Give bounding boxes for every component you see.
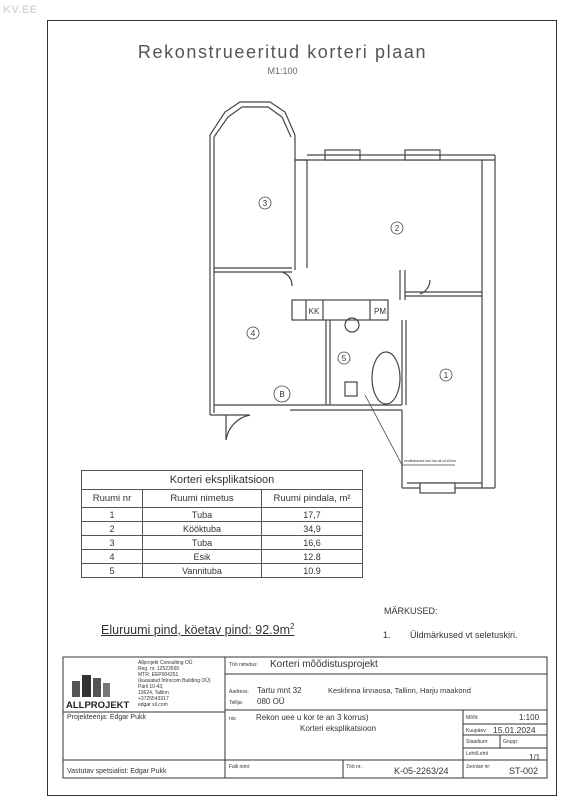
cell-name: Esik [143, 550, 262, 564]
cell-area: 12.8 [262, 550, 363, 564]
joonise-nr-label: Joonise nr: [466, 764, 491, 770]
table-row [82, 522, 363, 536]
joonis-label: nis: [229, 716, 237, 722]
grupp-label: Grupp: [503, 739, 519, 745]
joonis-line2: Korteri eksplikatsioon [300, 724, 377, 733]
door-arc-room4 [226, 415, 250, 440]
cell-area: 34,9 [262, 522, 363, 536]
too-nr-label: Töö nr.: [346, 764, 363, 770]
cell-nr: 1 [82, 508, 143, 522]
allprojekt-logo-graphic [68, 671, 114, 697]
company-details: Allprojekt Consulting OÜ Reg. nr. 12523565 MTR: EEP004251 (kaasatud Introcom Building OÜ) Pärli 10-43, 13624, Tallinn +3725543317 edgar sil.com [138, 660, 211, 708]
table-row [82, 536, 363, 550]
too-value: Korteri mõõdistusprojekt [270, 659, 378, 670]
summary-sup: 2 [290, 622, 295, 631]
cell-nr: 2 [82, 522, 143, 536]
faili-label: Faili nimi: [229, 764, 251, 770]
room-number-5: 5 [341, 354, 347, 363]
plan-title: Rekonstrueeritud korteri plaan [137, 42, 428, 62]
note-number: 1. [383, 630, 391, 640]
vastutav-row: Vastutav spetsialist: Edgar Pukk [67, 768, 167, 775]
cell-area: 16,6 [262, 536, 363, 550]
plan-scale: M1:100 [267, 66, 298, 76]
label-pm: PM [374, 307, 386, 316]
cell-area: 10.9 [262, 564, 363, 578]
aadress-value: Tartu mnt 32 [257, 686, 302, 695]
explication-table [81, 470, 363, 578]
moot-value: 1:100 [519, 713, 540, 722]
label-b: B [279, 390, 285, 399]
tellija-value: 080 OÜ [257, 697, 285, 706]
col-header-name: Ruumi nimetus [143, 490, 262, 508]
moot-label: Mõõt: [466, 715, 479, 721]
toilet [345, 382, 357, 396]
cell-area: 17,7 [262, 508, 363, 522]
cell-name: Tuba [143, 508, 262, 522]
leht-label: Leht/Lehti [466, 751, 488, 757]
col-header-nr: Ruumi nr [82, 490, 143, 508]
table-row [82, 564, 363, 578]
cell-nr: 5 [82, 564, 143, 578]
note-text: Üldmärkused vt seletuskiri. [410, 630, 518, 640]
table-row [82, 508, 363, 522]
kuupaev-value: 15.01.2024 [493, 725, 536, 735]
allprojekt-logo-text: ALLPROJEKT [66, 700, 130, 711]
cell-nr: 4 [82, 550, 143, 564]
notes-title: MÄRKUSED: [384, 606, 438, 616]
cell-name: Kööktuba [143, 522, 262, 536]
staadium-label: Staadium: [466, 739, 489, 745]
aadress-label: Aadress: [229, 689, 249, 695]
explication-caption: Korteri eksplikatsioon [82, 471, 363, 490]
living-area-summary [101, 622, 294, 637]
watermark-logo: KV.EE [3, 4, 38, 16]
vent-annotation: ventilatsiooni toru lae all ø110mm [404, 459, 456, 463]
col-header-area: Ruumi pindala, m² [262, 490, 363, 508]
too-label: Töö nimetus: [229, 662, 258, 668]
joonise-nr-value: ST-002 [509, 766, 539, 776]
summary-text: Eluruumi pind, köetav pind: 92.9m [101, 623, 290, 638]
door-arc-room3 [282, 272, 292, 286]
joonis-line1: Rekon uee u kor te an 3 korrus) [256, 713, 369, 722]
room-number-2: 2 [394, 224, 400, 233]
kuupaev-label: Kuupäev: [466, 728, 488, 734]
label-kk: KK [308, 307, 320, 316]
tellija-label: Tellija: [229, 700, 243, 706]
cell-nr: 3 [82, 536, 143, 550]
table-row [82, 550, 363, 564]
room-number-3: 3 [262, 199, 268, 208]
bathtub [372, 352, 400, 404]
room-number-1: 1 [443, 371, 449, 380]
cell-name: Vannituba [143, 564, 262, 578]
aadress-detail: Kesklinna linnaosa, Tallinn, Harju maakond [328, 686, 471, 695]
leht-value: 1/1 [529, 753, 541, 762]
too-nr-value: K-05-2263/24 [394, 766, 449, 776]
projektija-row: Projekteerija: Edgar Pukk [67, 714, 146, 721]
room-number-4: 4 [250, 329, 256, 338]
cell-name: Tuba [143, 536, 262, 550]
